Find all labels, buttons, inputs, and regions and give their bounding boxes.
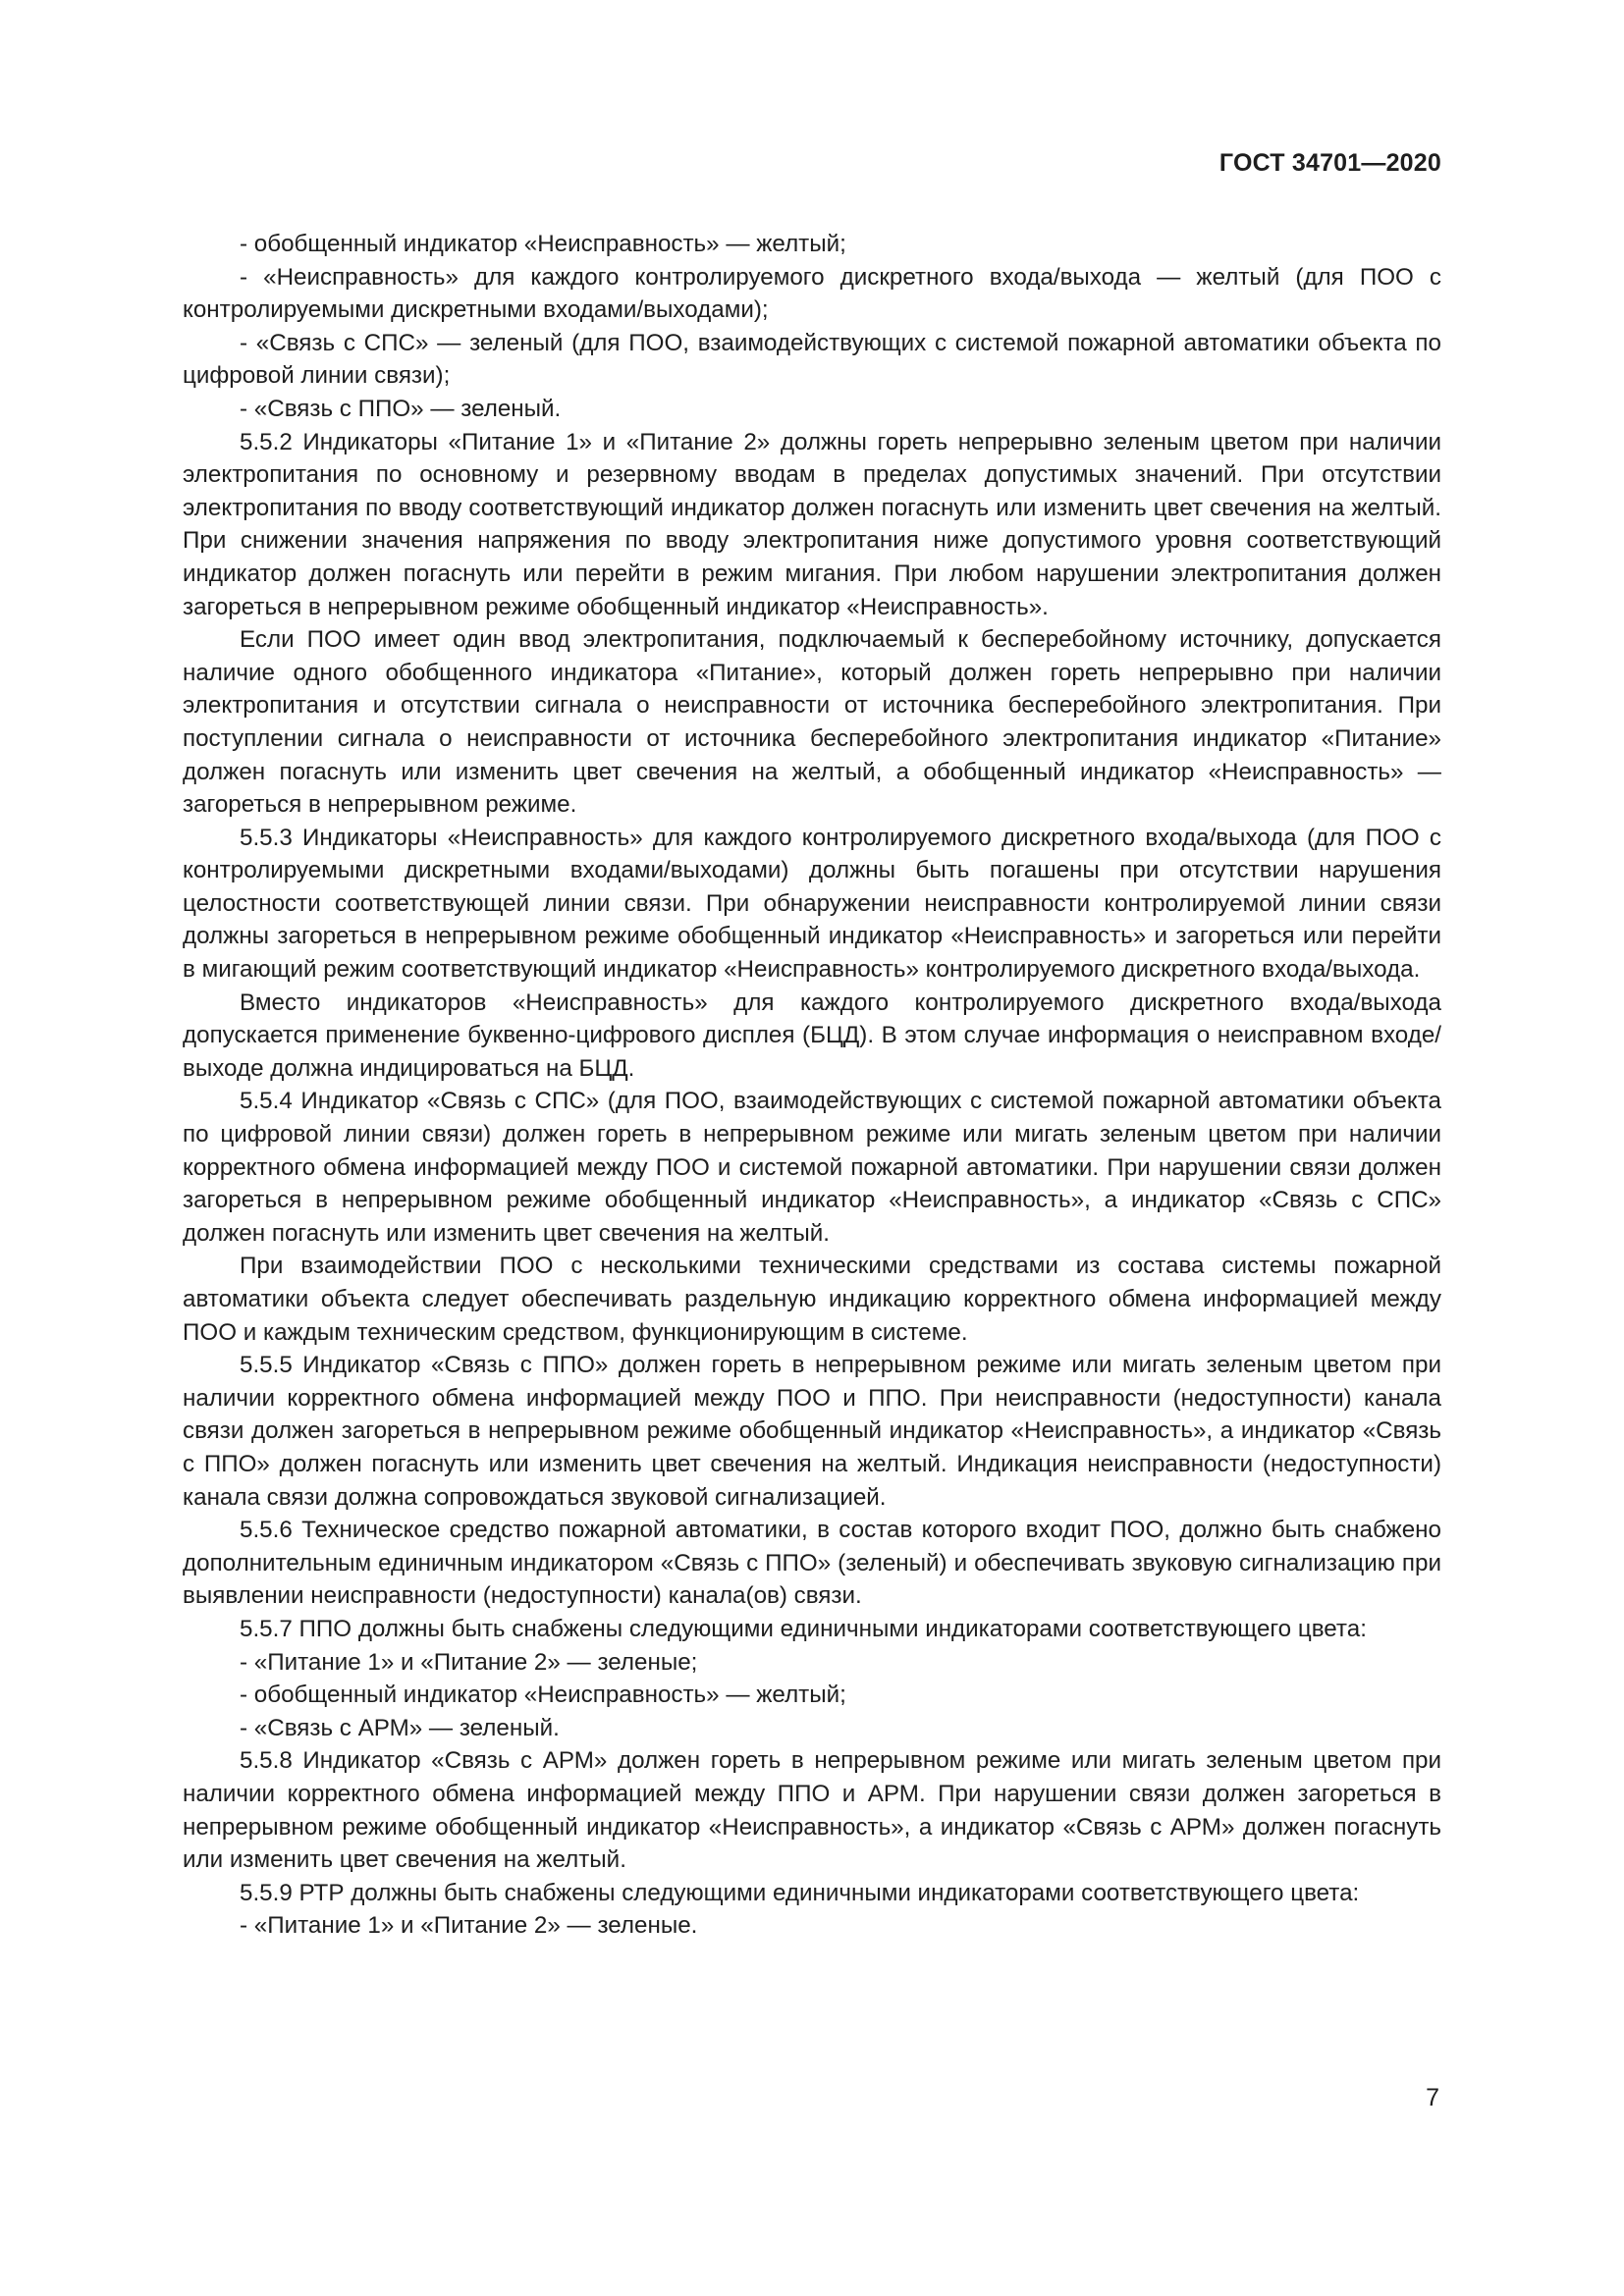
paragraph-5-5-5: 5.5.5 Индикатор «Связь с ППО» должен гореть в непрерывном режиме или мигать зеленым цветом при наличии корректного обмена информацией между ПОО и ППО. При неисправности (недоступности) канала связи должен загореться в непрерывном режиме обобщенный индикатор «Неисправность», а индикатор «Связь с ППО» должен погаснуть или изменить цвет свечения на желтый. Индикация неисправности (недоступности) канала связи должна сопровождаться звуковой сигнализацией. — [183, 1352, 1441, 1511]
paragraph-5-5-7: 5.5.7 ППО должны быть снабжены следующими единичными индикаторами соответствующего цвета: — [240, 1615, 1367, 1642]
standard-designation: ГОСТ 34701—2020 — [1218, 149, 1441, 177]
list-item: - «Питание 1» и «Питание 2» — зеленые; — [240, 1648, 698, 1676]
page-number: 7 — [1426, 2084, 1439, 2111]
list-item: - «Питание 1» и «Питание 2» — зеленые. — [240, 1912, 698, 1940]
paragraph-5-5-8: 5.5.8 Индикатор «Связь с АРМ» должен гореть в непрерывном режиме или мигать зеленым цветом при наличии корректного обмена информацией между ППО и АРМ. При нарушении связи должен загореться в непрерывном режиме обобщенный индикатор «Неисправность», а индикатор «Связь с АРМ» должен погаснуть или изменить цвет свечения на желтый. — [183, 1747, 1441, 1874]
list-item: - обобщенный индикатор «Неисправность» — желтый; — [240, 231, 846, 257]
paragraph-5-5-6: 5.5.6 Техническое средство пожарной автоматики, в состав которого входит ПОО, должно быть снабжено дополнительным единичным индикатором «Связь с ППО» (зеленый) и обеспечивать звуковую сигнализацию при выявлении неисправности (недоступности) канала(ов) связи. — [183, 1517, 1441, 1610]
list-item: - «Связь с СПС» — зеленый (для ПОО, взаимодействующих с системой пожарной автоматики объекта по цифровой линии связи); — [183, 329, 1441, 390]
paragraph-5-5-4: 5.5.4 Индикатор «Связь с СПС» (для ПОО, взаимодействующих с системой пожарной автоматики объекта по цифровой линии связи) должен гореть в непрерывном режиме или мигать зеленым цветом при наличии корректного обмена информацией между ПОО и системой пожарной автоматики. При нарушении связи должен загореться в непрерывном режиме обобщенный индикатор «Неисправность», а индикатор «Связь с СПС» должен погаснуть или изменить цвет свечения на желтый. — [183, 1088, 1441, 1247]
paragraph-5-5-9: 5.5.9 РТР должны быть снабжены следующими единичными индикаторами соответствующего цвета: — [240, 1879, 1360, 1906]
paragraph: Если ПОО имеет один ввод электропитания, подключаемый к бесперебойному источнику, допускается наличие одного обобщенного индикатора «Питание», который должен гореть непрерывно при наличии электропитания и отсутствии сигнала о неисправности от источника бесперебойного электропитания. При поступлении сигнала о неисправности от источника бесперебойного электропитания индикатор «Питание» должен погаснуть или изменить цвет свечения на желтый, а обобщенный индикатор «Неисправность» — загореться в непрерывном режиме. — [183, 626, 1441, 819]
list-item: - «Неисправность» для каждого контролируемого дискретного входа/выхода — желтый (для ПОО с контролируемыми дискретными входами/выходами); — [183, 263, 1441, 324]
document-body — [183, 228, 1441, 1943]
paragraph-5-5-2: 5.5.2 Индикаторы «Питание 1» и «Питание 2» должны гореть непрерывно зеленым цветом при наличии электропитания по основному и резервному вводам в пределах допустимых значений. При отсутствии электропитания по вводу соответствующий индикатор должен погаснуть или изменить цвет свечения на желтый. При снижении значения напряжения по вводу электропитания ниже допустимого уровня соответствующий индикатор должен погаснуть или перейти в режим мигания. При любом нарушении электропитания должен загореться в непрерывном режиме обобщенный индикатор «Неисправность». — [183, 428, 1441, 620]
paragraph-5-5-3: 5.5.3 Индикаторы «Неисправность» для каждого контролируемого дискретного входа/выхода (для ПОО с контролируемыми дискретными входами/выходами) должны быть погашены при отсутствии нарушения целостности соответствующей линии связи. При обнаружении неисправности контролируемой линии связи должны загореться в непрерывном режиме обобщенный индикатор «Неисправность» и загореться или перейти в мигающий режим соответствующий индикатор «Неисправность» контролируемого дискретного входа/выхода. — [183, 824, 1441, 984]
list-item: - «Связь с АРМ» — зеленый. — [240, 1714, 560, 1741]
paragraph: При взаимодействии ПОО с несколькими техническими средствами из состава системы пожарной автоматики объекта следует обеспечивать раздельную индикацию корректного обмена информацией между ПОО и каждым техническим средством, функционирующим в системе. — [183, 1253, 1441, 1346]
list-item: - «Связь с ППО» — зеленый. — [240, 395, 562, 422]
list-item: - обобщенный индикатор «Неисправность» — желтый; — [240, 1682, 846, 1709]
paragraph: Вместо индикаторов «Неисправность» для каждого контролируемого дискретного входа/выхода допускается применение буквенно-цифрового дисплея (БЦД). В этом случае информация о неисправном входе/выходе должна индицироваться на БЦД. — [183, 988, 1441, 1082]
